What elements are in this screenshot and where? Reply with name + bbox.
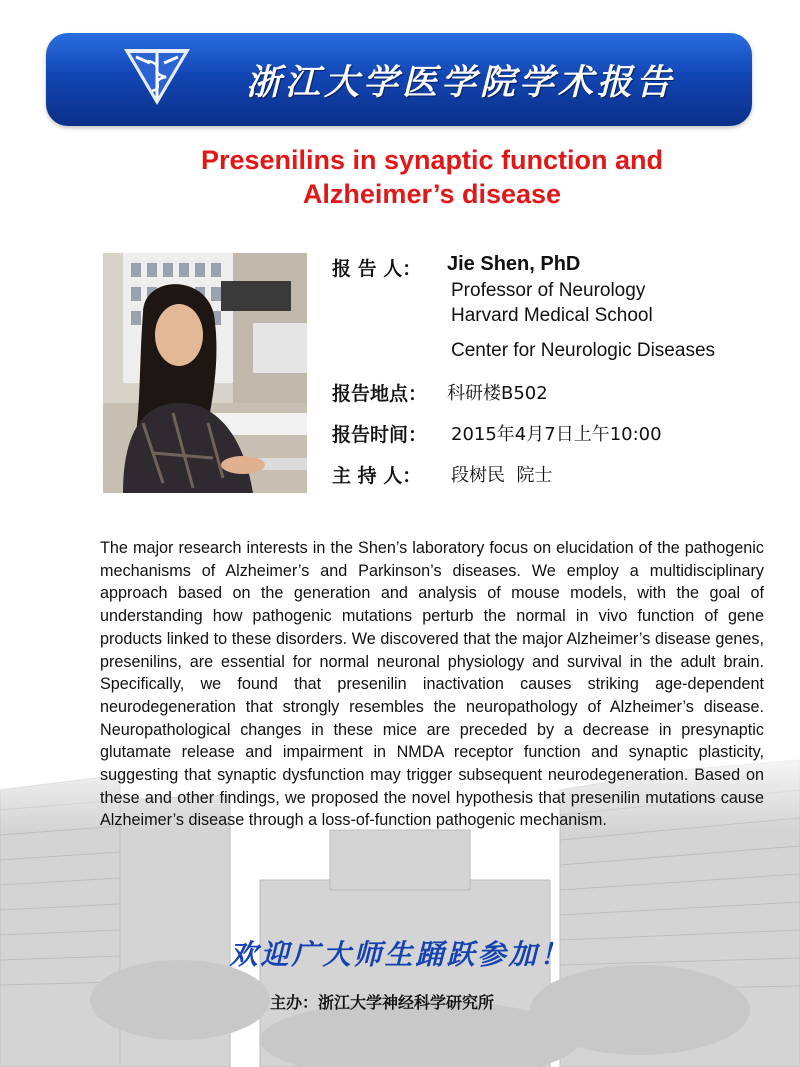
time-label: 报告时间： [332,424,428,446]
speaker-name: Jie Shen, PhD [447,253,581,275]
caduceus-emblem-icon [122,43,192,109]
talk-title-line-2: Alzheimer’s disease [302,179,562,209]
organizer-text: 主办：浙江大学神经科学研究所 [270,993,495,1012]
talk-title-line-1: Presenilins in synaptic function and [200,145,664,175]
speaker-institution: Harvard Medical School [451,305,653,326]
host-value: 段树民 院士 [451,465,553,486]
speaker-label: 报 告 人： [332,258,422,280]
speaker-center: Center for Neurologic Diseases [451,340,716,361]
abstract-paragraph: The major research interests in the Shen’s laboratory focus on elucidation of the pathogenic mechanisms of Alzheimer’s and Parkinson’s diseases. We employ a multidisciplinary approach based on the generation and analysis of mouse models, with the goal of understanding how pathogenic mutations perturb the normal in vivo function of gene products linked to these disorders. We discovered that the major Alzheimer’s disease genes, presenilins, are essential for normal neuronal physiology and survival in the adult brain. Specifically, we found that presenilin inactivation causes striking age-dependent neurodegeneration that strongly resembles the neuropathology of Alzheimer’s disease. Neuropathological changes in these mice are preceded by a decrease in presynaptic glutamate release and impairment in NMDA receptor function and synaptic plasticity, suggesting that synaptic dysfunction may trigger subsequent neurodegeneration. Based on these and other findings, we proposed the novel hypothesis that presenilin mutations cause Alzheimer’s disease through a loss-of-function pathogenic mechanism. [100,539,764,830]
banner-title: 浙江大学医学院学术报告 [246,63,676,103]
location-value: 科研楼B502 [447,383,548,404]
header-banner [46,33,752,126]
welcome-slogan: 欢迎广大师生踊跃参加！ [229,938,571,971]
location-label: 报告地点： [332,383,428,405]
time-value: 2015年4月7日上午10:00 [451,424,662,445]
host-label: 主 持 人： [332,465,422,487]
speaker-photo [103,253,307,493]
speaker-position: Professor of Neurology [451,280,646,301]
